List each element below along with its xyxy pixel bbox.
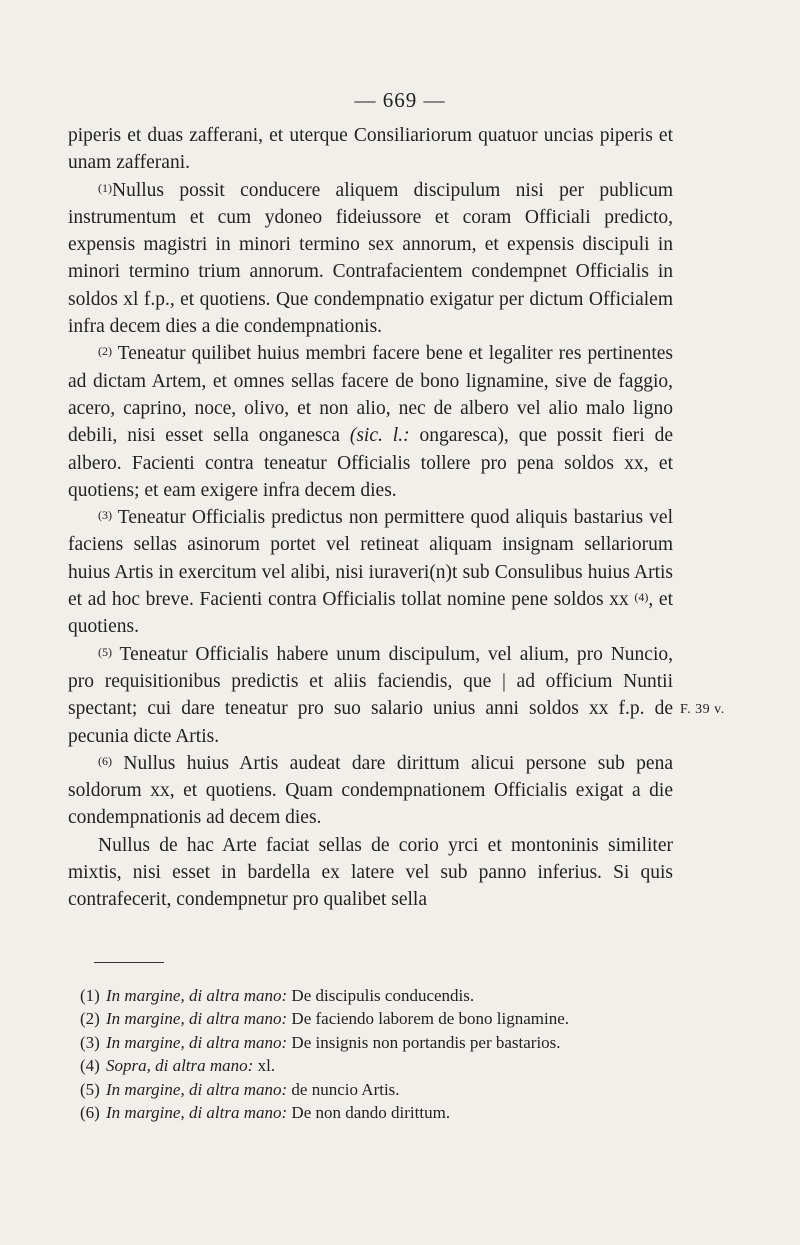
paragraph-text: Teneatur quilibet huius membri facere bene et legaliter res pertinentes ad dictam Artem, et omnes sellas facere de bono lignamine, sive de faggio, acero, caprino, noce, olivo, et non alio, nec de albero vel alio malo ligno debili, nisi esset sella onganesca: [68, 343, 673, 447]
footnote-marker: (5): [98, 644, 112, 659]
footnote: [80, 1101, 680, 1124]
footnote-marker: (2): [98, 344, 112, 359]
paragraph-text: Nullus huius Artis audeat dare dirittum alicui persone sub pena soldorum xx, et quotiens. Quam condempnationem Officialis exigat a die condempnationis ad decem dies.: [68, 752, 673, 829]
footnote-label: In margine, di altra mano:: [106, 1079, 288, 1099]
footnote-number: (5): [80, 1079, 100, 1099]
paragraph: [68, 122, 673, 177]
footnote-text: De faciendo laborem de bono lignamine.: [287, 1009, 569, 1029]
footnote-marker: (1): [98, 180, 112, 195]
paragraph-text: piperis et duas zafferani, et uterque Consiliariorum quatuor uncias piperis et unam zafferani.: [68, 125, 673, 174]
footnote: [80, 1078, 680, 1101]
footnote-number: (6): [80, 1103, 100, 1123]
footnote-label: Sopra, di altra mano:: [106, 1056, 254, 1076]
paragraph: [68, 750, 673, 832]
paragraph-text: ongaresca), que possit fieri de albero. Facienti contra teneatur Officialis tollere pro pena soldos xx, et quotiens; et eam exigere infra decem dies.: [68, 425, 673, 501]
page-number: — 669 —: [354, 88, 446, 112]
footnote-text: De insignis non portandis per bastarios.: [287, 1032, 561, 1052]
footnote: [80, 984, 680, 1007]
footnote-marker: (3): [98, 508, 112, 523]
footnote-label: In margine, di altra mano:: [106, 986, 288, 1005]
paragraph-text: Teneatur Officialis predictus non permittere quod aliquis bastarius vel faciens sellas asinorum portet vel retineat aliquam insignam sellariorum huius Artis in exercitum vel alibi, nisi iuraveri(n)t sub Consulibus huius Artis et ad hoc breve. Facienti contra Officialis tollat nomine pene soldos xx: [68, 507, 673, 611]
footnote-number: (4): [80, 1056, 100, 1076]
paragraph: [68, 641, 673, 750]
footnote-label: In margine, di altra mano:: [106, 1032, 288, 1052]
footnote: [80, 1054, 680, 1077]
footnote: [80, 1007, 680, 1030]
footnote-marker: (6): [98, 753, 112, 768]
paragraph-text: Nullus de hac Arte faciat sellas de corio yrci et montoninis similiter mixtis, nisi esset in bardella ex latere vel sub panno inferius. Si quis contrafecerit, condempnetur pro qualibet sella: [68, 834, 673, 911]
footnotes: [80, 984, 680, 1124]
paragraph-text: Nullus possit conducere aliquem discipulum nisi per publicum instrumentum et cum ydoneo fideiussore et coram Officiali predicto, expensis magistri in minori termino sex annorum, et expensis discipuli in minori termino trium annorum. Contrafacientem condempnet Officialis in soldos xl f.p., et quotiens. Que condempnatio exigatur per dictum Officialem infra decem dies a die condempnationis.: [68, 179, 673, 338]
paragraph: [68, 340, 673, 504]
italic-note: (sic. l.:: [349, 425, 410, 447]
paragraph: [68, 832, 673, 914]
footnote-label: In margine, di altra mano:: [106, 1009, 288, 1029]
footnote-number: (1): [80, 986, 100, 1005]
main-text: [68, 122, 673, 914]
footnote-number: (3): [80, 1032, 100, 1052]
footnote-text: de nuncio Artis.: [287, 1079, 400, 1099]
paragraph: [68, 177, 673, 341]
paragraph: [68, 504, 673, 640]
footnote-separator: [94, 962, 164, 963]
paragraph-text: , et quotiens.: [68, 589, 673, 638]
footnote-marker: (4): [634, 590, 649, 605]
footnote-text: xl.: [253, 1056, 276, 1076]
footnote-text: De discipulis conducendis.: [287, 986, 475, 1005]
footnote-number: (2): [80, 1009, 100, 1029]
folio-margin-note: F. 39 v.: [680, 702, 725, 717]
footnote-text: De non dando dirittum.: [287, 1103, 451, 1123]
footnote: [80, 1031, 680, 1054]
paragraph-text: Teneatur Officialis habere unum discipulum, vel alium, pro Nuncio, pro requisitionibus predictis et aliis faciendis, que | ad officium Nuntii spectant; cui dare teneatur pro suo salario unius anni soldos xx f.p. de pecunia dicte Artis.: [68, 643, 673, 747]
footnote-label: In margine, di altra mano:: [106, 1103, 288, 1123]
